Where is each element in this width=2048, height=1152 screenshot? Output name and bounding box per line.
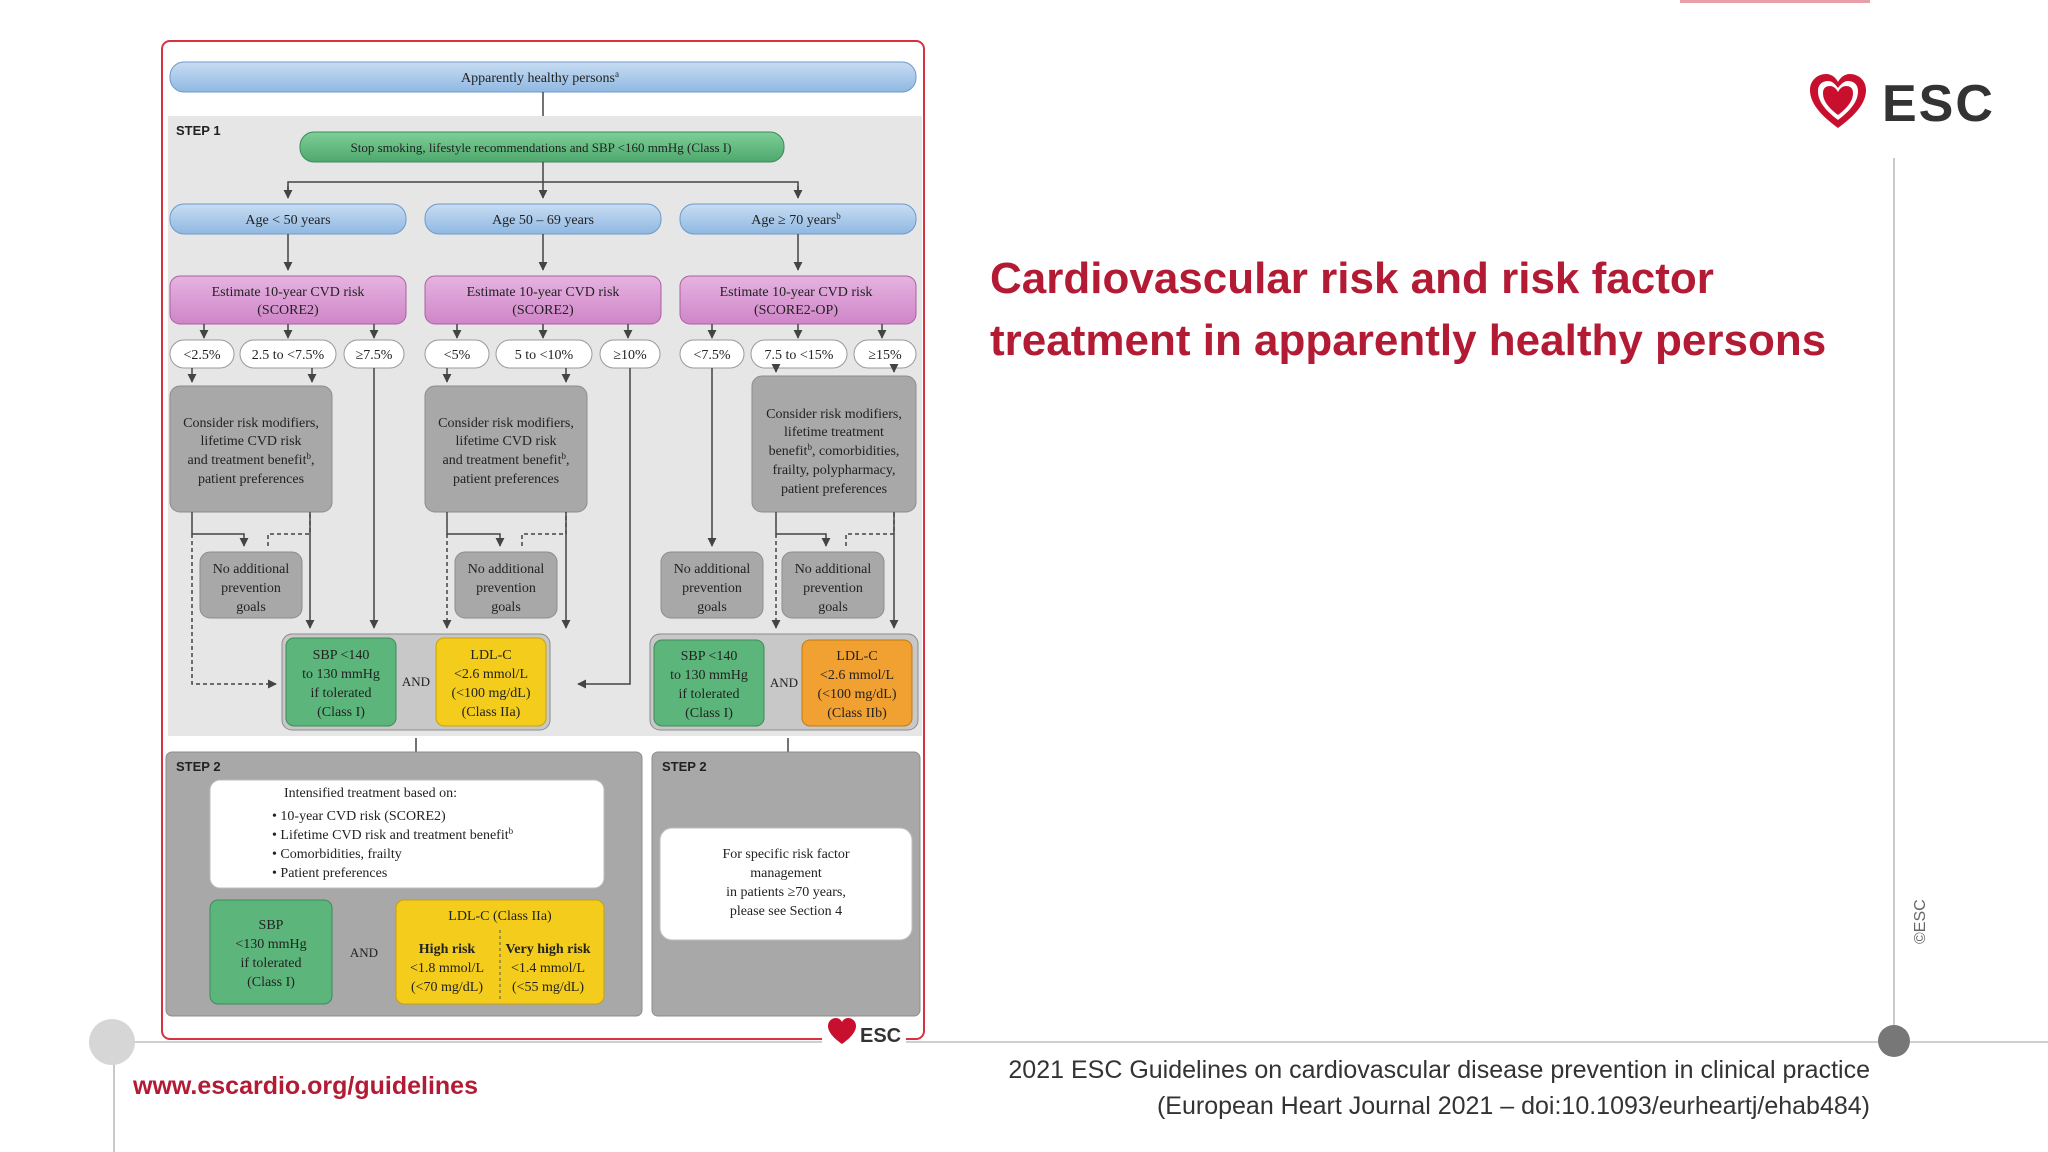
svg-text:prevention: prevention — [221, 581, 281, 596]
threshold-label: <5% — [443, 348, 471, 363]
threshold-label: <7.5% — [693, 348, 731, 363]
svg-text:Age < 50 years: Age < 50 years — [245, 213, 331, 228]
citation — [960, 1052, 1870, 1124]
intensified-treatment-box — [210, 780, 604, 888]
svg-text:and treatment benefitb,: and treatment benefit$^b$, — [187, 451, 315, 468]
svg-text:Very high risk: Very high risk — [505, 942, 591, 957]
specific-risk-factor-box — [660, 828, 912, 940]
threshold-label: ≥15% — [868, 348, 902, 363]
bottom-frame-line-right — [1910, 1041, 2048, 1043]
svg-text:lifetime CVD risk: lifetime CVD risk — [200, 434, 302, 449]
slide-title-line-2: treatment in apparently healthy persons — [990, 316, 1827, 365]
svg-text:(Class IIb): (Class IIb) — [827, 706, 887, 721]
svg-text:goals: goals — [491, 600, 521, 615]
and-label: AND — [349, 945, 379, 960]
svg-text:• Patient preferences: • Patient preferences — [272, 866, 388, 881]
svg-text:Consider risk modifiers,: Consider risk modifiers, — [183, 416, 319, 431]
svg-text:• 10-year CVD risk (SCORE2): • 10-year CVD risk (SCORE2) — [272, 809, 446, 824]
threshold-label: <2.5% — [183, 348, 221, 363]
svg-text:Estimate 10-year CVD risk: Estimate 10-year CVD risk — [719, 285, 873, 300]
svg-text:please see Section 4: please see Section 4 — [729, 904, 843, 919]
svg-text:Estimate 10-year CVD risk: Estimate 10-year CVD risk — [211, 285, 365, 300]
consider-box-b — [425, 386, 587, 512]
svg-text:(<100 mg/dL): (<100 mg/dL) — [451, 686, 531, 701]
svg-text:and treatment benefitb,: and treatment benefit$^b$, — [442, 451, 570, 468]
threshold-label: ≥10% — [613, 348, 647, 363]
svg-text:<2.6 mmol/L: <2.6 mmol/L — [819, 668, 895, 683]
consider-box-a — [170, 386, 332, 512]
svg-text:• Comorbidities, frailty: • Comorbidities, frailty — [272, 847, 402, 862]
ldl-target-step2 — [396, 900, 604, 1004]
svg-text:(<100 mg/dL): (<100 mg/dL) — [817, 687, 897, 702]
threshold-label: 7.5 to <15% — [764, 348, 834, 363]
no-additional-goals-box-a — [200, 552, 302, 618]
svg-text:to 130 mmHg: to 130 mmHg — [302, 667, 380, 682]
svg-text:Intensified treatment based on: Intensified treatment based on: — [284, 786, 457, 801]
estimate-box-score2-a — [170, 276, 406, 324]
sbp-target-box-right — [654, 640, 764, 726]
svg-text:goals: goals — [697, 600, 727, 615]
esc-logo-text: ESC — [1882, 75, 1995, 133]
svg-text:patient preferences: patient preferences — [780, 482, 888, 497]
flowchart-diagram — [0, 0, 940, 1060]
svg-text:LDL-C: LDL-C — [470, 648, 512, 663]
ldl-target-box-right — [802, 640, 912, 726]
no-additional-goals-box-d — [782, 552, 884, 618]
svg-text:LDL-C (Class IIa): LDL-C (Class IIa) — [448, 909, 552, 924]
svg-text:For specific risk factor: For specific risk factor — [722, 847, 850, 862]
svg-text:(SCORE2): (SCORE2) — [512, 303, 574, 318]
svg-text:(Class I): (Class I) — [247, 975, 295, 990]
svg-text:(SCORE2): (SCORE2) — [257, 303, 319, 318]
svg-text:SBP <140: SBP <140 — [680, 649, 738, 664]
svg-text:LDL-C: LDL-C — [836, 649, 878, 664]
svg-text:patient preferences: patient preferences — [452, 472, 560, 487]
svg-text:Estimate 10-year CVD risk: Estimate 10-year CVD risk — [466, 285, 620, 300]
threshold-label: ≥7.5% — [355, 348, 393, 363]
slide-title — [990, 248, 1920, 372]
step2-label-left: STEP 2 — [176, 759, 221, 774]
svg-text:lifetime CVD risk: lifetime CVD risk — [455, 434, 557, 449]
svg-text:SBP: SBP — [258, 918, 284, 933]
svg-text:(<70 mg/dL): (<70 mg/dL) — [410, 980, 484, 995]
svg-text:SBP <140: SBP <140 — [312, 648, 370, 663]
step2-label-right: STEP 2 — [662, 759, 707, 774]
age-box-70-plus — [680, 204, 916, 234]
svg-text:(SCORE2-OP): (SCORE2-OP) — [753, 303, 839, 318]
svg-text:prevention: prevention — [803, 581, 863, 596]
consider-box-c — [752, 376, 916, 512]
svg-text:(Class I): (Class I) — [685, 706, 733, 721]
threshold-label: 2.5 to <7.5% — [251, 348, 325, 363]
svg-text:goals: goals — [818, 600, 848, 615]
svg-text:Age 50 – 69 years: Age 50 – 69 years — [492, 213, 594, 228]
ldl-target-box-left — [436, 638, 546, 726]
svg-text:Consider risk modifiers,: Consider risk modifiers, — [438, 416, 574, 431]
estimate-box-score2-op — [680, 276, 916, 324]
slide-title-line-1: Cardiovascular risk and risk factor — [990, 254, 1714, 303]
svg-text:to 130 mmHg: to 130 mmHg — [670, 668, 748, 683]
svg-text:No additional: No additional — [467, 562, 545, 577]
frame-dot-right — [1878, 1025, 1910, 1057]
svg-text:No additional: No additional — [673, 562, 751, 577]
no-additional-goals-box-c — [661, 552, 763, 618]
citation-line-1: 2021 ESC Guidelines on cardiovascular disease prevention in clinical practice — [1008, 1056, 1870, 1084]
svg-text:(<55 mg/dL): (<55 mg/dL) — [511, 980, 585, 995]
esc-heart-logo-icon — [1806, 70, 1870, 134]
svg-text:frailty, polypharmacy,: frailty, polypharmacy, — [772, 463, 896, 478]
no-additional-goals-box-b — [455, 552, 557, 618]
lifestyle-label: Stop smoking, lifestyle recommendations and SBP <160 mmHg (Class I) — [350, 140, 732, 155]
svg-text:High risk: High risk — [418, 942, 476, 957]
svg-text:No additional: No additional — [794, 562, 872, 577]
top-accent-bar — [1680, 0, 1870, 3]
sbp-target-step2 — [210, 900, 332, 1004]
and-label: AND — [401, 674, 431, 689]
copyright-label: ©ESC — [1912, 899, 1929, 944]
svg-text:patient preferences: patient preferences — [197, 472, 305, 487]
guidelines-url-link[interactable]: www.escardio.org/guidelines — [133, 1072, 478, 1100]
sbp-target-box-left — [286, 638, 396, 726]
age-box-under-50 — [170, 204, 406, 234]
svg-text:prevention: prevention — [682, 581, 742, 596]
svg-text:(Class I): (Class I) — [317, 705, 365, 720]
step1-label: STEP 1 — [176, 123, 221, 138]
and-label: AND — [769, 675, 799, 690]
svg-text:goals: goals — [236, 600, 266, 615]
svg-text:management: management — [750, 866, 822, 881]
apparently-healthy-label: Apparently healthy persons$^a$ — [461, 69, 619, 86]
svg-text:<130 mmHg: <130 mmHg — [235, 937, 307, 952]
threshold-label: 5 to <10% — [514, 348, 574, 363]
estimate-box-score2-b — [425, 276, 661, 324]
svg-text:<1.8 mmol/L: <1.8 mmol/L — [409, 961, 485, 976]
svg-text:lifetime treatment: lifetime treatment — [784, 425, 884, 440]
svg-text:(Class IIa): (Class IIa) — [461, 705, 521, 720]
svg-text:<2.6 mmol/L: <2.6 mmol/L — [453, 667, 529, 682]
age-box-50-69 — [425, 204, 661, 234]
svg-text:• Lifetime CVD risk and treatm: • Lifetime CVD risk and treatment benefit$^b$ — [272, 826, 514, 843]
svg-text:if tolerated: if tolerated — [678, 687, 740, 702]
svg-text:if tolerated: if tolerated — [310, 686, 372, 701]
svg-text:in patients ≥70 years,: in patients ≥70 years, — [726, 885, 846, 900]
citation-line-2: (European Heart Journal 2021 – doi:10.1093/eurheartj/ehab484) — [1156, 1092, 1870, 1120]
svg-text:No additional: No additional — [212, 562, 290, 577]
svg-text:Age ≥ 70 yearsb: Age ≥ 70 years$^b$ — [751, 211, 841, 228]
svg-text:if tolerated: if tolerated — [240, 956, 302, 971]
diagram-esc-logo-text: ESC — [860, 1025, 902, 1047]
svg-text:Consider risk modifiers,: Consider risk modifiers, — [766, 407, 902, 422]
svg-text:prevention: prevention — [476, 581, 536, 596]
svg-text:benefitb, comorbidities,: benefit$^b$, comorbidities, — [768, 442, 900, 459]
svg-text:<1.4 mmol/L: <1.4 mmol/L — [510, 961, 586, 976]
